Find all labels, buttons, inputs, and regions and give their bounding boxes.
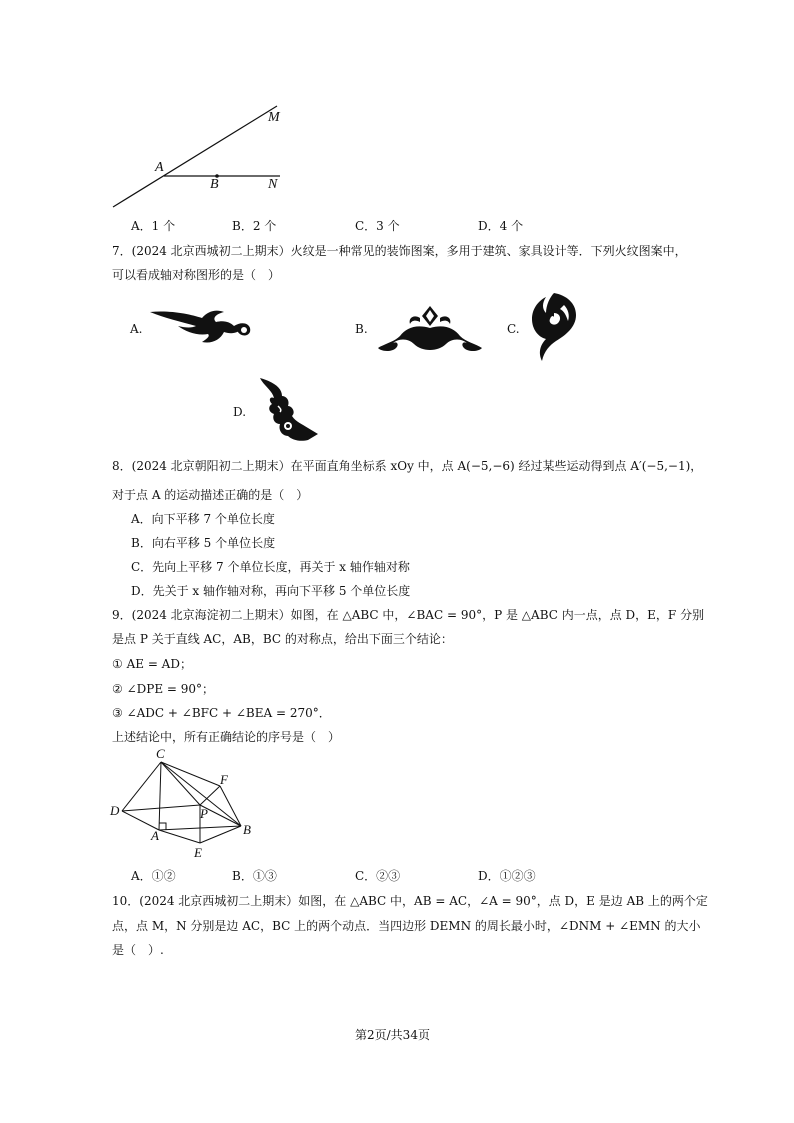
q8-line2: 对于点 A 的运动描述正确的是（ ） — [112, 488, 309, 502]
q9-label-p: P — [200, 806, 208, 821]
q7-option-d-label: D. — [233, 405, 247, 419]
q9-label-d: D — [110, 803, 120, 818]
q9-label-c: C — [156, 746, 165, 761]
q9-conclusion-1: ① AE = AD； — [112, 657, 192, 671]
q9-line2: 是点 P 关于直线 AC，AB，BC 的对称点，给出下面三个结论： — [112, 632, 453, 646]
q9-option-d: D．①②③ — [478, 869, 536, 883]
q10-line2: 点，点 M，N 分别是边 AC，BC 上的两个动点．当四边形 DEMN 的周长最小时，∠DNM + ∠EMN 的大小 — [112, 919, 701, 933]
q9-option-b: B．①③ — [232, 869, 277, 883]
q7-option-b-label: B. — [355, 322, 368, 336]
q6-option-b: B．2 个 — [232, 219, 277, 233]
label-n: N — [268, 177, 278, 192]
q7-option-a-label: A. — [130, 322, 143, 336]
q9-option-a: A．①② — [131, 869, 176, 883]
q6-option-c: C．3 个 — [355, 219, 400, 233]
q9-option-c: C．②③ — [355, 869, 401, 883]
q10-line1: 10．(2024 北京西城初二上期末）如图，在 △ABC 中，AB = AC，∠A = 90°，点 D，E 是边 AB 上的两个定 — [112, 894, 708, 908]
q7-option-c-label: C. — [507, 322, 520, 336]
q8-option-b: B．向右平移 5 个单位长度 — [131, 536, 276, 550]
q8-line1: 8．(2024 北京朝阳初二上期末）在平面直角坐标系 xOy 中，点 A(−5,−6) 经过某些运动得到点 A′(−5,−1)， — [112, 459, 703, 473]
q7-line1: 7．(2024 北京西城初二上期末）火纹是一种常见的装饰图案，多用于建筑、家具设计等．下列火纹图案中， — [112, 244, 687, 258]
q9-conclusion-2: ② ∠DPE = 90°； — [112, 682, 215, 696]
q6-option-d: D．4 个 — [478, 219, 524, 233]
q8-option-d: D．先关于 x 轴作轴对称，再向下平移 5 个单位长度 — [131, 584, 411, 598]
q9-line1: 9．(2024 北京海淀初二上期末）如图，在 △ABC 中，∠BAC = 90°，P 是 △ABC 内一点，点 D，E，F 分别 — [112, 608, 705, 622]
q9-conclusion-3: ③ ∠ADC + ∠BFC + ∠BEA = 270°． — [112, 706, 331, 720]
q10-line3: 是（ ）. — [112, 943, 164, 957]
q9-label-f: F — [220, 772, 228, 787]
q6-option-a: A．1 个 — [131, 219, 176, 233]
label-b: B — [210, 177, 219, 192]
label-a: A — [155, 160, 164, 175]
q7-line2: 可以看成轴对称图形的是（ ） — [112, 268, 281, 282]
q9-label-a: A — [151, 828, 159, 843]
label-m: M — [268, 110, 280, 125]
page-footer: 第2页/共34页 — [355, 1028, 430, 1042]
q9-label-e: E — [194, 845, 202, 860]
q9-label-b: B — [243, 822, 251, 837]
q9-line3: 上述结论中，所有正确结论的序号是（ ） — [112, 730, 341, 744]
q8-option-a: A．向下平移 7 个单位长度 — [131, 512, 275, 526]
q8-option-c: C．先向上平移 7 个单位长度，再关于 x 轴作轴对称 — [131, 560, 410, 574]
